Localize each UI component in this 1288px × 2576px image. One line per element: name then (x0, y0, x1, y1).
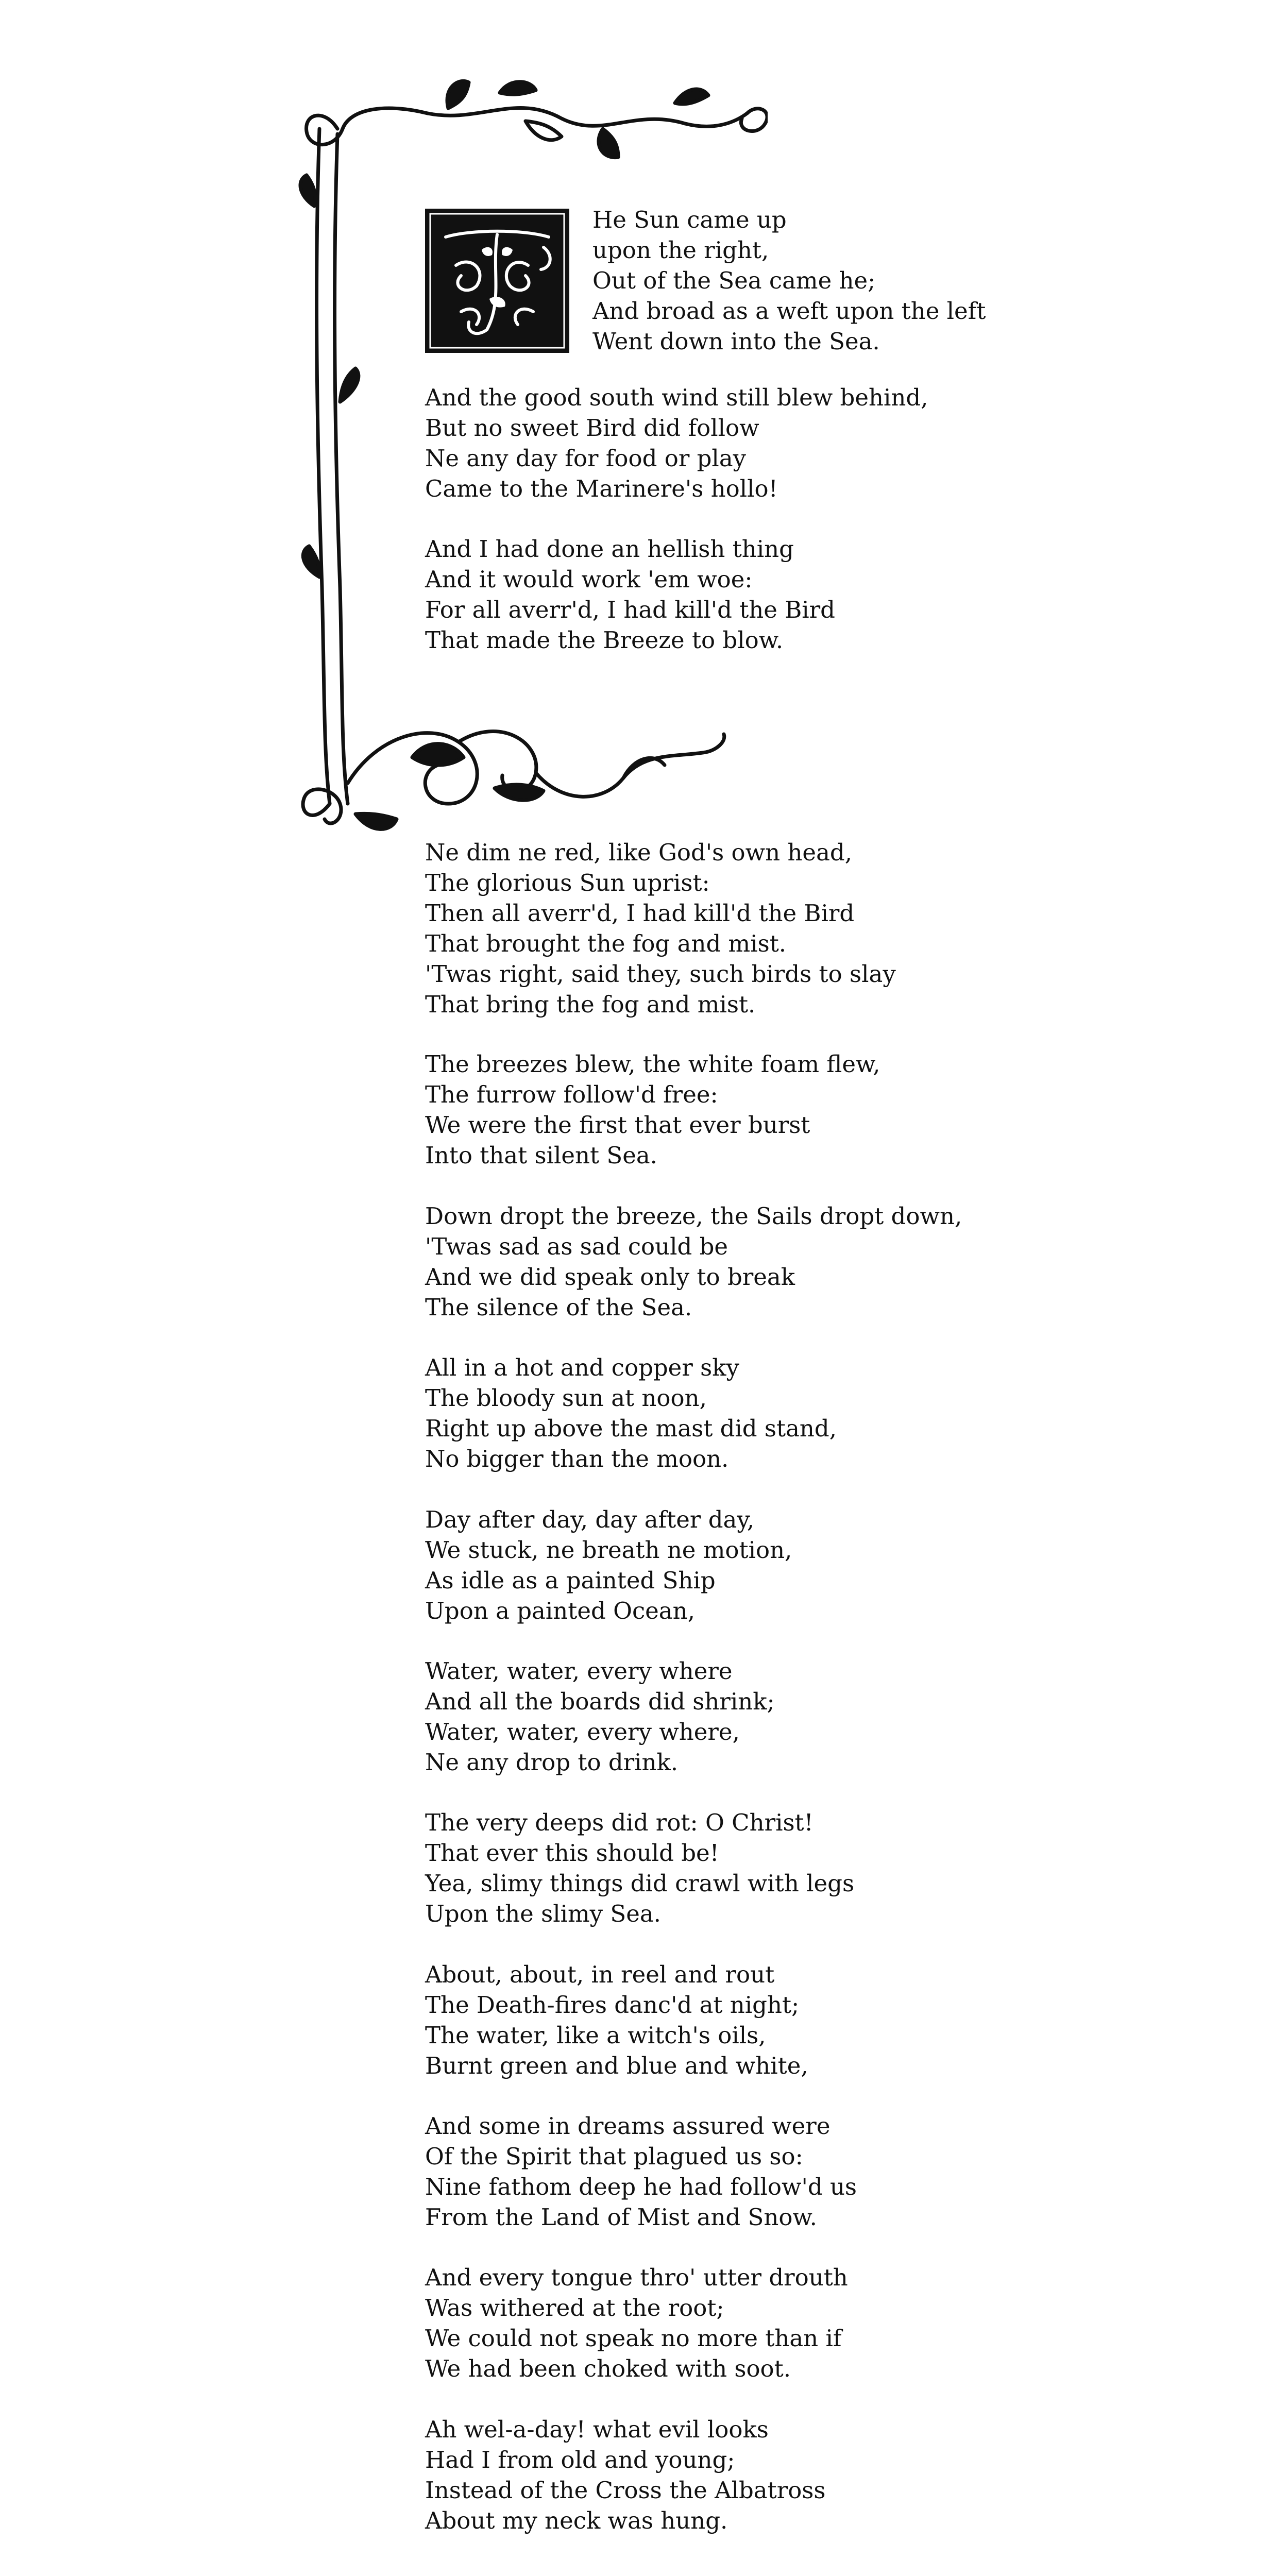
poem-line: The Death-fires danc'd at night; (425, 1991, 800, 2019)
poem-line: Came to the Marinere's hollo! (425, 475, 778, 502)
poem-line: The breezes blew, the white foam flew, (425, 1050, 880, 1078)
poem-line: Had I from old and young; (425, 2446, 735, 2473)
poem-line: The silence of the Sea. (425, 1294, 692, 1321)
poem-line: We were the first that ever burst (425, 1111, 810, 1139)
poem-line: For all averr'd, I had kill'd the Bird (425, 596, 835, 623)
poem-line: Water, water, every where (425, 1657, 733, 1685)
stanza-6 (425, 1201, 962, 1323)
poem-line: Went down into the Sea. (592, 328, 880, 355)
poem-line: Ne any drop to drink. (425, 1749, 679, 1776)
poem-line: That ever this should be! (425, 1839, 719, 1867)
poem-line: We had been choked with soot. (425, 2355, 791, 2382)
drop-cap-t-ornament (425, 209, 569, 353)
poem-line: Ah wel-a-day! what evil looks (425, 2416, 769, 2443)
poem-line: We stuck, ne breath ne motion, (425, 1536, 792, 1564)
stanza-3 (425, 534, 835, 655)
stanza-10 (425, 1807, 854, 1929)
poem-line: Yea, slimy things did crawl with legs (425, 1870, 855, 1897)
poem-line: Water, water, every where, (425, 1718, 740, 1745)
stanza-11 (425, 1959, 808, 2081)
poem-line: Burnt green and blue and white, (425, 2052, 808, 2079)
poem-line: The very deeps did rot: O Christ! (425, 1809, 814, 1836)
poem-line: Was withered at the root; (425, 2294, 724, 2321)
stanza-14 (425, 2414, 825, 2536)
poem-line: About my neck was hung. (425, 2507, 728, 2534)
poem-line: Day after day, day after day, (425, 1506, 755, 1533)
poem-line: Instead of the Cross the Albatross (425, 2477, 826, 2504)
poem-line: That made the Breeze to blow. (425, 626, 784, 654)
poem-line: As idle as a painted Ship (425, 1567, 716, 1594)
poem-line: Upon a painted Ocean, (425, 1597, 695, 1624)
stanza-13 (425, 2262, 848, 2384)
poem-line: And some in dreams assured were (425, 2112, 831, 2140)
stanza-12 (425, 2111, 857, 2232)
stanza-1 (592, 205, 986, 357)
poem-line: 'Twas right, said they, such birds to slay (425, 960, 896, 988)
poem-line: Down dropt the breeze, the Sails dropt down, (425, 1202, 962, 1230)
poem-line: Ne any day for food or play (425, 445, 747, 472)
poem-line: And all the boards did shrink; (425, 1688, 775, 1715)
poem-line: And I had done an hellish thing (425, 535, 794, 563)
poem-line: Then all averr'd, I had kill'd the Bird (425, 900, 855, 927)
poem-line: Upon the slimy Sea. (425, 1900, 661, 1927)
poem-line: And we did speak only to break (425, 1263, 795, 1291)
poem-line: Of the Spirit that plagued us so: (425, 2143, 803, 2170)
poem-line: No bigger than the moon. (425, 1445, 729, 1472)
poem-line: About, about, in reel and rout (425, 1961, 775, 1988)
poem-line: And every tongue thro' utter drouth (425, 2264, 848, 2291)
poem-line: And the good south wind still blew behind, (425, 384, 928, 411)
stanza-5 (425, 1049, 880, 1171)
poem-line: All in a hot and copper sky (425, 1354, 739, 1381)
poem-line: That bring the fog and mist. (425, 991, 756, 1018)
stanza-8 (425, 1504, 792, 1626)
poem-line: That brought the fog and mist. (425, 930, 787, 957)
poem-line: The glorious Sun uprist: (425, 869, 710, 896)
poem-line: We could not speak no more than if (425, 2325, 842, 2352)
poem-line: And it would work 'em woe: (425, 566, 753, 593)
poem-line: Ne dim ne red, like God's own head, (425, 839, 853, 866)
poem-line: But no sweet Bird did follow (425, 414, 759, 442)
stanza-9 (425, 1656, 775, 1777)
poem-line: 'Twas sad as sad could be (425, 1233, 728, 1260)
stanza-2 (425, 382, 928, 504)
poem-line: Right up above the mast did stand, (425, 1415, 837, 1442)
poem-line: The furrow follow'd free: (425, 1081, 718, 1108)
poem-line: The water, like a witch's oils, (425, 2022, 766, 2049)
stanza-4 (425, 837, 896, 1020)
poem-line: upon the right, (592, 236, 769, 264)
poem-line: He Sun came up (592, 206, 787, 233)
stanza-7 (425, 1352, 837, 1474)
poem-line: Out of the Sea came he; (592, 267, 876, 294)
poem-line: And broad as a weft upon the left (592, 297, 986, 325)
poem-line: Nine fathom deep he had follow'd us (425, 2173, 857, 2200)
poem-line: The bloody sun at noon, (425, 1384, 707, 1412)
poem-line: Into that silent Sea. (425, 1142, 657, 1169)
poem-line: From the Land of Mist and Snow. (425, 2204, 817, 2231)
